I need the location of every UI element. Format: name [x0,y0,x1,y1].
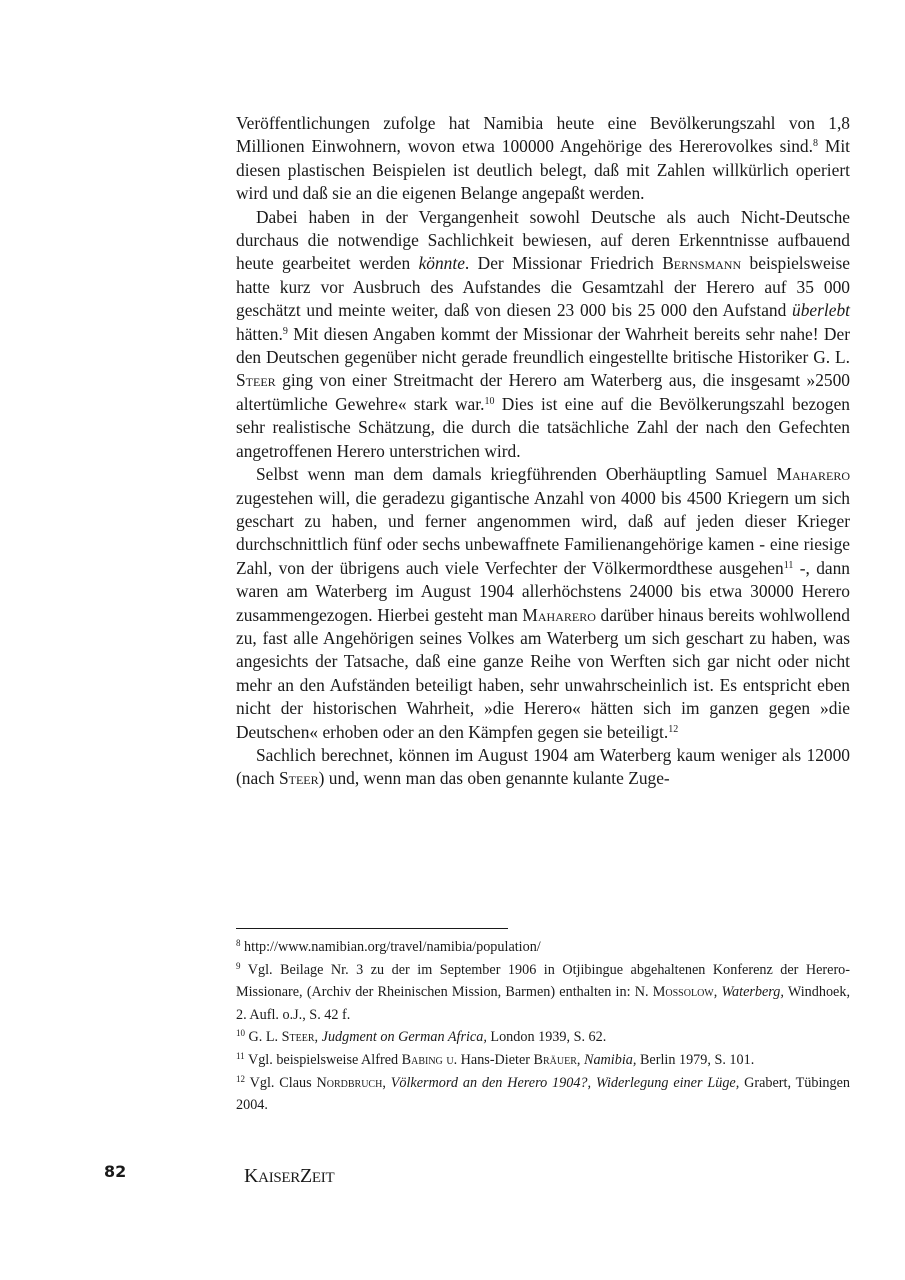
text-run: Sachlich berechnet, können im August 1904 am Waterberg kaum weniger als 12000 (nach [236,744,850,789]
text-run: -, dann waren am Waterberg im August 1904 allerhöchstens 24000 bis etwa 30000 Herero zusammengezogen. Hierbei gesteht man [236,557,850,625]
footnote [236,1072,850,1117]
footnotes [236,936,850,1117]
text-run: hätten. [236,323,283,344]
text-run: http://www.namibian.org/travel/namibia/population/ [240,939,541,955]
text-run: London 1939, S. 62. [486,1029,607,1046]
italic-text: könnte [418,253,465,274]
text-run: ) und, wenn man das oben genannte kulante Zuge- [318,768,670,789]
text-run: zugestehen will, die geradezu gigantische Anzahl von 4000 bis 4500 Kriegern um sich geschart zu haben, und ferner angenommen wird, daß auf jeden dieser Krieger durchschnittlich fünf oder sechs unbewaffnete Familienangehörige kamen - eine riesige Zahl, von der übrigens auch viele Verfechter der Völkermordthese ausgehen [236,487,850,578]
footnote-divider [236,928,508,929]
text-run: , [382,1074,391,1091]
footnote-ref: 9 [282,325,288,337]
small-caps-name: Babing [401,1051,443,1068]
paragraph [236,112,850,206]
footnote [236,959,850,1027]
footnote-ref: 10 [484,395,495,407]
footnote-ref: 12 [668,723,679,735]
paragraph [236,744,850,791]
small-caps-name: Nordbruch [316,1074,383,1091]
paragraph [236,463,850,744]
footnote-ref: 12 [236,1073,245,1084]
text-run: beispielsweise hatte kurz vor Ausbruch des Aufstandes die Gesamtzahl der Herero auf 35 000 geschätzt und meinte weiter, daß von diesen 23 000 bis 25 000 den Aufstand [236,253,850,321]
running-title-aiser: AISER [258,1170,300,1186]
footnote-ref: 10 [236,1028,245,1039]
text-run: Mit diesen plastischen Beispielen ist deutlich belegt, daß mit Zahlen willkürlich operiert wird und daß sie an die eigenen Belange angepaßt werden. [236,136,850,204]
italic-text: Judgment on German Africa, [321,1029,487,1046]
text-run: , [576,1051,584,1068]
small-caps-name: Mossolow [652,984,714,1001]
text-run: Vgl. beispielsweise Alfred [244,1051,402,1068]
text-run: Dies ist eine auf die Bevölkerungszahl bezogen sehr realistische Schätzung, die durch die tatsächliche Zahl der nach den Gefechten angetroffenen Herero unterstrichen wird. [236,393,850,461]
text-run: darüber hinaus bereits wohlwollend zu, fast alle Angehörigen seines Volkes am Waterberg um sich geschart zu haben, was angesichts der Tatsache, daß eine ganze Reihe von Werften sich gar nicht oder nicht mehr an den Aufständen beteiligt haben, sehr unwahrscheinlich ist. Es entspricht eben nicht der historischen Wahrheit, »die Herero« hätten sich im ganzen gegen »die Deutschen« erhoben oder an den Kämpfen gegen sie beteiligt. [236,604,850,742]
small-caps-name: Maharero [522,604,596,625]
text-run: . Hans-Dieter [453,1051,534,1068]
footnote [236,1026,850,1049]
text-run: Vgl. Beilage Nr. 3 zu der im September 1906 in Otjibingue abgehaltenen Konferenz der Herero-Missionare, (Archiv der Rheinischen Mission, Barmen) enthalten in: N. [236,961,850,1001]
text-run: ging von einer Streitmacht der Herero am Waterberg aus, die insgesamt »2500 altertümliche Gewehre« stark war. [236,370,850,414]
footnote-ref: 8 [236,938,241,948]
italic-text: Namibia, [584,1051,637,1068]
footnote [236,1049,850,1072]
footnote-ref: 11 [783,559,794,571]
text-run: Veröffentlichungen zufolge hat Namibia heute eine Bevölkerungszahl von 1,8 Millionen Einwohnern, wovon etwa 100000 Angehörige des Hererovolkes sind. [236,113,850,157]
italic-text: überlebt [792,300,850,321]
small-caps-name: Maharero [776,464,850,485]
running-title [244,1165,334,1188]
footnote [236,936,850,959]
italic-text: Völkermord an den Herero 1904?, Widerlegung einer Lüge, [390,1074,740,1091]
small-caps-name: Steer [278,768,319,789]
small-caps-name: Steer [281,1029,315,1046]
text-run: , [713,984,722,1001]
footnote-ref: 8 [812,138,818,150]
text-run: G. L. [245,1029,282,1046]
small-caps-name: u [446,1051,454,1068]
text-run: , [314,1029,322,1046]
footnote-ref: 11 [236,1050,245,1061]
footnote-ref: 9 [236,960,241,971]
text-run: Berlin 1979, S. 101. [636,1051,755,1068]
text-run: Grabert, Tübingen 2004. [236,1074,850,1114]
body-text [236,112,850,791]
text-run: Vgl. Claus [245,1074,317,1091]
small-caps-name: Bernsmann [662,253,742,274]
text-run: Windhoek, 2. Aufl. o.J., S. 42 f. [236,984,850,1023]
italic-text: Waterberg, [721,984,784,1001]
small-caps-name: Steer [236,370,276,391]
small-caps-name: Bräuer [533,1051,577,1068]
text-run: Mit diesen Angaben kommt der Missionar der Wahrheit bereits sehr nahe! Der den Deutschen gegenüber nicht gerade freundlich eingestellte britische Historiker G. L. [236,323,850,368]
paragraph [236,206,850,463]
text-run: Selbst wenn man dem damals kriegführenden Oberhäuptling Samuel [256,464,777,485]
running-title-k: K [244,1165,259,1187]
page-number: 82 [104,1162,127,1181]
text-run: Dabei haben in der Vergangenheit sowohl Deutsche als auch Nicht-Deutsche durchaus die notwendige Sachlichkeit bewiesen, auf deren Erkenntnisse aufbauend heute gearbeitet werden [236,206,850,274]
text-run: . Der Missionar Friedrich [464,253,663,274]
running-title-eit: EIT [311,1170,335,1186]
running-title-z: Z [300,1165,312,1187]
